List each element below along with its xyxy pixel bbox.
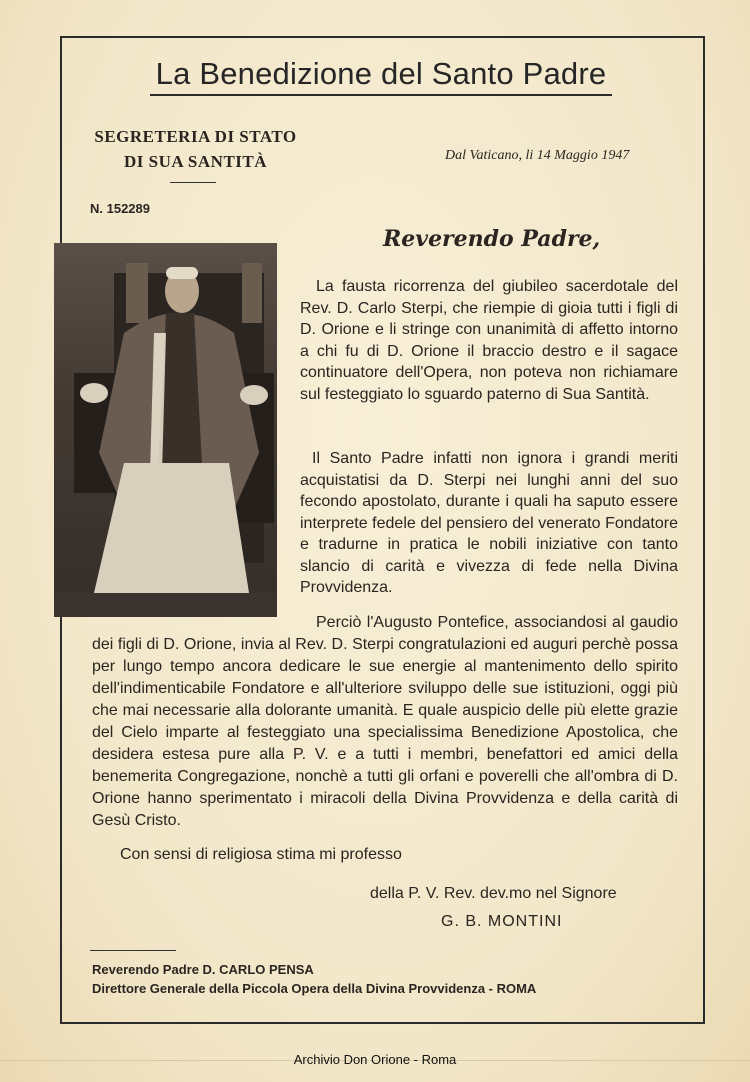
signoff-line: della P. V. Rev. dev.mo nel Signore (370, 885, 617, 902)
office-line-1: SEGRETERIA DI STATO (94, 127, 297, 146)
portrait-illustration (54, 243, 277, 617)
pope-portrait-icon (54, 243, 277, 617)
salutation: Reverendo Padre, (383, 226, 601, 252)
addressee-line-1: Reverendo Padre D. CARLO PENSA (92, 962, 314, 977)
archive-caption: Archivio Don Orione - Roma (293, 1052, 457, 1067)
office-line-2: DI SUA SANTITÀ (123, 152, 268, 171)
letter-paragraph-2: Il Santo Padre infatti non ignora i grandi meriti acquistatisi da D. Sterpi nei lunghi anni del suo fecondo apostolato, durante i quali ha saputo essere interprete fedele del pensiero del venerato Fondatore e tradurne in pratica le nobili iniziative con tanto slancio di carità e vivezza di fede nella Divina Provvidenza. (300, 450, 678, 596)
letter-paragraph-3 (92, 612, 678, 832)
page-title: La Benedizione del Santo Padre (150, 56, 612, 96)
letter-paragraph-1: La fausta ricorrenza del giubileo sacerdotale del Rev. D. Carlo Sterpi, che riempie di gioia tutti i figli di D. Orione e li stringe con unanimità di affetto intorno a chi fu di D. Orione il braccio destro e il sagace continuatore dell'Opera, non poteva non richiamare sul festeggiato lo sguardo paterno di Sua Santità. (300, 278, 678, 403)
office-divider (170, 182, 216, 183)
closing-line: Con sensi di religiosa stima mi professo (120, 846, 402, 863)
place-date: Dal Vaticano, li 14 Maggio 1947 (445, 148, 630, 163)
office-heading (88, 124, 303, 174)
addressee-divider (90, 950, 176, 951)
addressee-block (92, 960, 536, 998)
letter-paragraph-3-text: Perciò l'Augusto Pontefice, associandosi al gaudio dei figli di D. Orione, invia al Rev. D. Sterpi congratulazioni ed auguri perchè possa per lungo tempo ancora dedicare le sue energie al mantenimento dello spirito dell'indimenticabile Fondatore e all'ulteriore sviluppo delle sue istituzioni, oggi più che mai necessarie alla dolorante umanità. E quale auspicio delle più elette grazie del Cielo imparte al festeggiato una specialissima Benedizione Apostolica, che desidera estesa pure alla P. V. e a tutti i membri, benefattori ed amici della benemerita Congregazione, nonchè a tutti gli orfani e poverelli che all'ombra di D. Orione hanno sperimentato i miracoli della Divina Provvidenza e della carità di Gesù Cristo. (92, 614, 678, 829)
signature-name: G. B. MONTINI (441, 913, 563, 930)
protocol-number: N. 152289 (90, 201, 150, 216)
addressee-line-2: Direttore Generale della Piccola Opera della Divina Provvidenza - ROMA (92, 981, 537, 996)
